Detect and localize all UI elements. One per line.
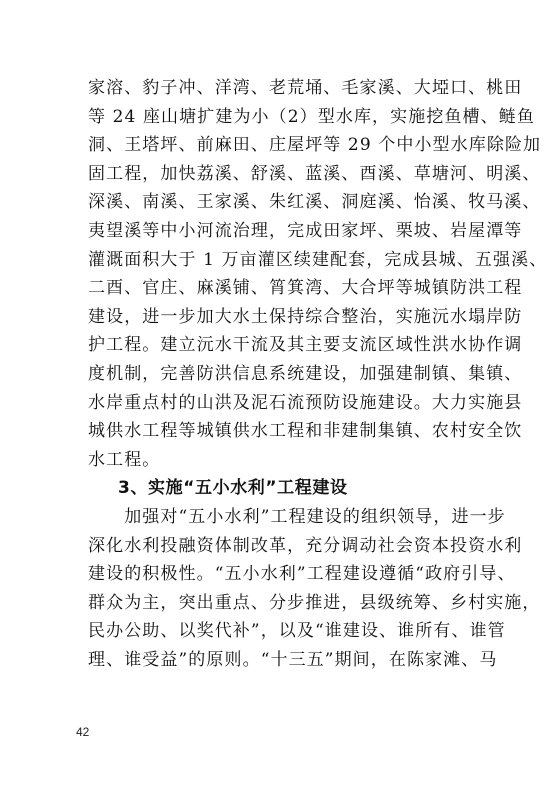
paragraph-line: 等 24 座山塘扩建为小（2）型水库，实施挖鱼槽、鲢鱼 (88, 106, 535, 127)
paragraph-line: 护工程。建立沅水干流及其主要支流区域性洪水协作调 (88, 335, 523, 356)
paragraph-line: 民办公助、以奖代补”，以及“谁建设、谁所有、谁管 (88, 621, 506, 642)
paragraph-line: 度机制，完善防洪信息系统建设，加强建制镇、集镇、 (88, 363, 523, 384)
paragraph-line: 深化水利投融资体制改革，充分调动社会资本投资水利 (88, 535, 523, 556)
paragraph-line: 家溶、豹子冲、洋湾、老荒埇、毛家溪、大埡口、桃田 (88, 78, 523, 98)
paragraph-line: 群众为主，突出重点、分步推进，县级统筹、乡村实施， (88, 592, 541, 613)
paragraph-line: 建设的积极性。“五小水利”工程建设遵循“政府引导、 (88, 564, 516, 585)
paragraph-line: 洞、王塔坪、前麻田、庄屋坪等 29 个中小型水库除险加 (88, 135, 542, 156)
body-text (88, 74, 548, 674)
paragraph-line: 城供水工程等城镇供水工程和非建制集镇、农村安全饮 (88, 421, 523, 442)
paragraph-line: 水工程。 (88, 449, 161, 470)
paragraph-line: 深溪、南溪、王家溪、朱红溪、洞庭溪、怡溪、牧马溪、 (88, 192, 541, 213)
paragraph-line: 加强对“五小水利”工程建设的组织领导，进一步 (88, 506, 506, 527)
paragraph-line: 建设，进一步加大水土保持综合整治，实施沅水塌岸防 (88, 306, 523, 327)
paragraph-line: 水岸重点村的山洪及泥石流预防设施建设。大力实施县 (88, 392, 523, 413)
page-number: 42 (76, 725, 90, 739)
paragraph-line: 理、谁受益”的原则。“十三五”期间，在陈家滩、马 (88, 649, 498, 670)
paragraph-line: 二酉、官庄、麻溪铺、筲箕湾、大合坪等城镇防洪工程 (88, 278, 523, 299)
section-heading: 3、实施“五小水利”工程建设 (118, 478, 348, 499)
paragraph-line: 灌溉面积大于 1 万亩灌区续建配套，完成县城、五强溪、 (88, 249, 548, 270)
paragraph-line: 夷望溪等中小河流治理，完成田家坪、栗坡、岩屋潭等 (88, 220, 523, 241)
paragraph-line: 固工程，加快荔溪、舒溪、蓝溪、酉溪、草塘河、明溪、 (88, 163, 541, 184)
